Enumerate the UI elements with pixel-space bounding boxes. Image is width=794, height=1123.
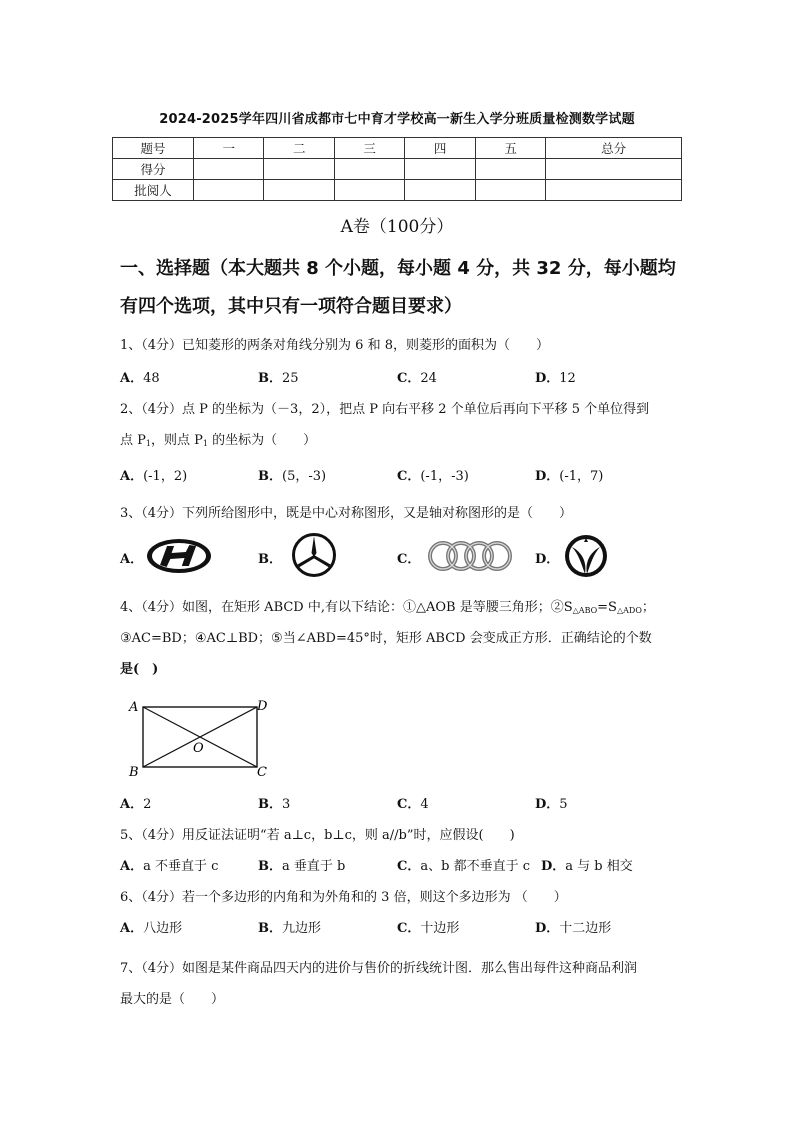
option-value: 十边形	[420, 921, 460, 936]
option-key: D．	[535, 371, 560, 386]
q3-option-b-label[interactable]: B．	[258, 552, 282, 567]
table-cell: 三	[334, 138, 404, 159]
text-span: =S	[597, 600, 617, 615]
q5-option-b[interactable]	[258, 855, 345, 874]
option-key: A．	[120, 921, 144, 936]
option-key: B．	[258, 371, 282, 386]
option-value: 4	[420, 797, 429, 812]
table-cell	[405, 159, 475, 180]
option-value: a、b 都不垂直于 c	[420, 859, 530, 874]
question-4-line3: 是( )	[120, 662, 159, 677]
question-6-text: 6、（4分）若一个多边形的内角和为外角和的 3 倍，则这个多边形为 （ ）	[120, 890, 567, 905]
dongfeng-logo-icon	[563, 533, 609, 579]
q6-option-b[interactable]	[258, 917, 321, 936]
option-key: A．	[120, 797, 144, 812]
option-key: B．	[258, 469, 282, 484]
table-cell	[194, 180, 264, 201]
table-cell	[475, 159, 545, 180]
document-title: 2024-2025学年四川省成都市七中育才学校高一新生入学分班质量检测数学试题	[159, 112, 635, 127]
question-7-line2: 最大的是（ ）	[120, 992, 225, 1007]
table-cell	[475, 180, 545, 201]
q1-option-b[interactable]	[258, 367, 299, 386]
q6-option-d[interactable]	[535, 917, 611, 936]
q3-option-c-label[interactable]: C．	[397, 552, 421, 567]
q2-option-a[interactable]	[120, 465, 187, 484]
subscript: △ABO	[572, 606, 598, 615]
q6-option-a[interactable]	[120, 917, 182, 936]
option-value: (5，-3)	[282, 469, 327, 484]
rectangle-abcd-figure	[126, 696, 276, 778]
option-value: 3	[282, 797, 291, 812]
question-3-text: 3、（4分）下列所给图形中，既是中心对称图形，又是轴对称图形的是（ ）	[120, 506, 573, 521]
table-cell	[194, 159, 264, 180]
table-cell: 总分	[546, 138, 682, 159]
option-key: C．	[397, 371, 421, 386]
q2-option-c[interactable]	[397, 465, 469, 484]
option-value: (-1，-3)	[420, 469, 469, 484]
label-o: O	[193, 741, 204, 756]
option-value: a 不垂直于 c	[143, 859, 219, 874]
option-value: 八边形	[143, 921, 183, 936]
option-value: 12	[559, 371, 576, 386]
table-cell: 五	[475, 138, 545, 159]
option-value: a 与 b 相交	[565, 859, 633, 874]
question-5-text: 5、（4分）用反证法证明“若 a⊥c，b⊥c，则 a//b”时，应假设( )	[120, 828, 515, 843]
question-4-line2: ③AC=BD；④AC⊥BD；⑤当∠ABD=45°时，矩形 ABCD 会变成正方形．正确结论的个数	[120, 631, 652, 646]
q2-option-b[interactable]	[258, 465, 326, 484]
part1-heading-line1: 一、选择题（本大题共 8 个小题，每小题 4 分，共 32 分，每小题均	[120, 258, 676, 279]
q6-option-c[interactable]	[397, 917, 459, 936]
label-b: B	[129, 765, 139, 778]
option-value: 24	[420, 371, 437, 386]
table-cell	[546, 180, 682, 201]
hyundai-logo-icon	[146, 537, 212, 575]
text-span: ；	[641, 600, 655, 615]
text-span: ，则点 P	[150, 433, 203, 448]
q3-option-a-label[interactable]: A．	[120, 552, 144, 567]
q1-option-c[interactable]	[397, 367, 437, 386]
q2-option-d[interactable]	[535, 465, 603, 484]
option-value: (-1，2)	[143, 469, 188, 484]
q1-option-d[interactable]	[535, 367, 576, 386]
table-cell: 一	[194, 138, 264, 159]
score-table-row	[113, 159, 682, 180]
table-cell: 题号	[113, 138, 194, 159]
option-key: C．	[397, 797, 421, 812]
option-key: C．	[397, 469, 421, 484]
q3-option-d-label[interactable]: D．	[535, 552, 560, 567]
q5-option-d[interactable]	[541, 855, 633, 874]
option-key: A．	[120, 859, 144, 874]
q4-option-c[interactable]	[397, 793, 429, 812]
option-key: A．	[120, 469, 144, 484]
question-4-line1	[120, 596, 655, 615]
q4-option-b[interactable]	[258, 793, 290, 812]
question-1-text: 1、（4分）已知菱形的两条对角线分别为 6 和 8，则菱形的面积为（ ）	[120, 338, 549, 353]
option-value: 48	[143, 371, 160, 386]
option-value: a 垂直于 b	[282, 859, 346, 874]
option-value: 25	[282, 371, 299, 386]
part1-heading-line2: 有四个选项，其中只有一项符合题目要求）	[120, 296, 462, 317]
label-a: A	[129, 700, 139, 715]
option-value: 5	[559, 797, 568, 812]
option-key: D．	[535, 921, 560, 936]
audi-rings-logo-icon	[426, 540, 516, 572]
option-value: 2	[143, 797, 152, 812]
label-c: C	[257, 765, 267, 778]
subscript: 1	[145, 439, 151, 448]
option-key: B．	[258, 859, 282, 874]
q4-option-a[interactable]	[120, 793, 151, 812]
option-key: B．	[258, 921, 282, 936]
mercedes-logo-icon	[291, 532, 337, 578]
table-cell	[264, 180, 334, 201]
table-cell	[264, 159, 334, 180]
option-key: D．	[535, 797, 560, 812]
table-cell	[334, 159, 404, 180]
score-table	[112, 137, 682, 201]
table-cell	[546, 159, 682, 180]
score-table-row	[113, 180, 682, 201]
question-2-line2	[120, 429, 316, 448]
subscript: 1	[202, 439, 208, 448]
question-7-line1: 7、（4分）如图是某件商品四天内的进价与售价的折线统计图．那么售出每件这种商品利润	[120, 961, 638, 976]
option-key: B．	[258, 797, 282, 812]
q4-option-d[interactable]	[535, 793, 568, 812]
text-span: 点 P	[120, 433, 146, 448]
table-cell: 四	[405, 138, 475, 159]
label-d: D	[257, 699, 268, 714]
table-cell	[405, 180, 475, 201]
q5-option-a[interactable]	[120, 855, 218, 874]
option-value: 九边形	[282, 921, 322, 936]
table-cell	[334, 180, 404, 201]
section-a-heading: A卷（100分）	[340, 217, 454, 237]
table-cell: 批阅人	[113, 180, 194, 201]
text-span: 4、（4分）如图，在矩形 ABCD 中,有以下结论：①△AOB 是等腰三角形；②S	[120, 600, 573, 615]
option-value: 十二边形	[559, 921, 612, 936]
q1-option-a[interactable]	[120, 367, 160, 386]
subscript: △ADO	[616, 606, 642, 615]
q5-option-c[interactable]	[397, 855, 530, 874]
option-key: C．	[397, 859, 421, 874]
option-key: D．	[535, 469, 560, 484]
option-value: (-1，7)	[559, 469, 604, 484]
option-key: A．	[120, 371, 144, 386]
option-key: D．	[541, 859, 566, 874]
option-key: C．	[397, 921, 421, 936]
text-span: 的坐标为（ ）	[207, 433, 317, 448]
score-table-header-row	[113, 138, 682, 159]
question-2-line1: 2、（4分）点 P 的坐标为（－3，2），把点 P 向右平移 2 个单位后再向下平移 5 个单位得到	[120, 402, 650, 417]
table-cell: 二	[264, 138, 334, 159]
table-cell: 得分	[113, 159, 194, 180]
